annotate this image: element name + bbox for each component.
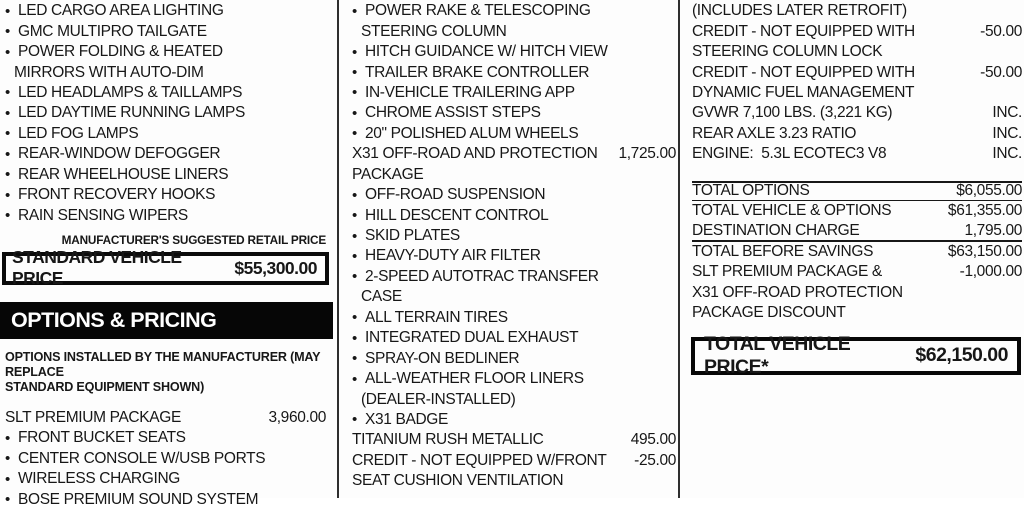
equipment-line bbox=[692, 1, 1022, 21]
bullet-icon: • bbox=[352, 411, 357, 429]
middle-column bbox=[352, 1, 676, 492]
line-text: PACKAGE DISCOUNT bbox=[692, 304, 846, 322]
line-text: CASE bbox=[361, 288, 402, 306]
installed-options-list bbox=[5, 408, 326, 510]
bullet-icon: • bbox=[5, 145, 10, 163]
option-line bbox=[352, 205, 676, 225]
bullet-icon: • bbox=[352, 227, 357, 245]
line-price: $63,150.00 bbox=[947, 243, 1022, 261]
totals-line bbox=[692, 303, 1022, 323]
bullet-icon: • bbox=[5, 450, 10, 468]
option-line bbox=[5, 449, 326, 469]
feature-line bbox=[5, 205, 326, 225]
line-text: FRONT BUCKET SEATS bbox=[18, 429, 186, 447]
totals-line bbox=[692, 283, 1022, 303]
right-options-list bbox=[692, 1, 1022, 165]
total-price-value: $62,150.00 bbox=[915, 344, 1008, 367]
line-text: BOSE PREMIUM SOUND SYSTEM bbox=[18, 490, 259, 508]
line-price: 1,725.00 bbox=[618, 145, 676, 163]
feature-line bbox=[5, 103, 326, 123]
line-price: -1,000.00 bbox=[959, 263, 1022, 281]
standard-price-label: STANDARD VEHICLE PRICE bbox=[12, 247, 182, 289]
line-text: TOTAL OPTIONS bbox=[692, 182, 810, 200]
bullet-icon: • bbox=[5, 429, 10, 447]
line-text: X31 OFF-ROAD AND PROTECTION bbox=[352, 145, 598, 163]
line-text: PACKAGE bbox=[352, 165, 424, 183]
total-vehicle-price-box bbox=[691, 332, 1021, 378]
totals-line bbox=[692, 242, 1022, 262]
equipment-line bbox=[692, 144, 1022, 164]
line-price: -50.00 bbox=[980, 63, 1022, 81]
line-text: X31 BADGE bbox=[365, 410, 449, 428]
line-text: INTEGRATED DUAL EXHAUST bbox=[365, 329, 579, 347]
option-line bbox=[5, 469, 326, 489]
line-text: SKID PLATES bbox=[365, 227, 460, 245]
line-text: HEAVY-DUTY AIR FILTER bbox=[365, 247, 541, 265]
option-line bbox=[352, 42, 676, 62]
middle-options-list bbox=[352, 1, 676, 492]
feature-line bbox=[5, 165, 326, 185]
line-text: SEAT CUSHION VENTILATION bbox=[352, 472, 564, 490]
feature-line bbox=[5, 21, 326, 41]
feature-line bbox=[5, 124, 326, 144]
option-line bbox=[352, 410, 676, 430]
bullet-icon: • bbox=[5, 23, 10, 41]
option-line bbox=[352, 430, 676, 450]
bullet-icon: • bbox=[352, 2, 357, 20]
total-price-label: TOTAL VEHICLE PRICE* bbox=[704, 332, 851, 378]
line-text: (DEALER-INSTALLED) bbox=[361, 390, 516, 408]
totals-line bbox=[692, 201, 1022, 221]
option-line bbox=[352, 451, 676, 471]
totals-line bbox=[692, 262, 1022, 282]
line-text: STEERING COLUMN bbox=[361, 22, 507, 40]
bullet-icon: • bbox=[5, 84, 10, 102]
equipment-line bbox=[692, 62, 1022, 82]
line-text: TRAILER BRAKE CONTROLLER bbox=[365, 63, 590, 81]
option-line bbox=[352, 267, 676, 287]
equipment-line bbox=[692, 21, 1022, 41]
option-line bbox=[352, 348, 676, 368]
line-text: SLT PREMIUM PACKAGE & bbox=[692, 263, 882, 281]
line-text: ALL TERRAIN TIRES bbox=[365, 308, 508, 326]
msrp-caption: MANUFACTURER'S SUGGESTED RETAIL PRICE bbox=[61, 232, 326, 247]
line-text: HITCH GUIDANCE W/ HITCH VIEW bbox=[365, 43, 608, 61]
bullet-icon: • bbox=[352, 350, 357, 368]
line-text: TOTAL VEHICLE & OPTIONS bbox=[692, 202, 892, 220]
line-text: FRONT RECOVERY HOOKS bbox=[18, 186, 216, 204]
bullet-icon: • bbox=[5, 2, 10, 20]
feature-line bbox=[5, 144, 326, 164]
bullet-icon: • bbox=[5, 186, 10, 204]
line-text: LED CARGO AREA LIGHTING bbox=[18, 2, 224, 20]
line-price: -50.00 bbox=[980, 22, 1022, 40]
bullet-icon: • bbox=[352, 104, 357, 122]
bullet-icon: • bbox=[352, 84, 357, 102]
bullet-icon: • bbox=[5, 207, 10, 225]
standard-vehicle-price-box bbox=[2, 247, 329, 289]
option-line bbox=[352, 246, 676, 266]
line-text: POWER RAKE & TELESCOPING bbox=[365, 2, 591, 20]
bullet-icon: • bbox=[352, 247, 357, 265]
option-line bbox=[352, 287, 676, 307]
options-note bbox=[5, 350, 326, 395]
line-price: INC. bbox=[992, 145, 1022, 163]
equipment-line bbox=[692, 42, 1022, 62]
line-price: INC. bbox=[992, 124, 1022, 142]
feature-line bbox=[5, 62, 326, 82]
line-price: $61,355.00 bbox=[947, 202, 1022, 220]
line-price: 3,960.00 bbox=[268, 409, 326, 427]
option-line bbox=[352, 1, 676, 21]
line-text: LED DAYTIME RUNNING LAMPS bbox=[18, 104, 245, 122]
line-text: CHROME ASSIST STEPS bbox=[365, 104, 541, 122]
line-text: STEERING COLUMN LOCK bbox=[692, 43, 883, 61]
standard-features-list bbox=[5, 1, 326, 226]
option-line bbox=[352, 389, 676, 409]
line-text: OFF-ROAD SUSPENSION bbox=[365, 186, 546, 204]
left-column bbox=[5, 1, 326, 510]
bullet-icon: • bbox=[352, 43, 357, 61]
totals-line bbox=[692, 221, 1022, 241]
right-column bbox=[692, 1, 1022, 378]
line-text: X31 OFF-ROAD PROTECTION bbox=[692, 283, 903, 301]
line-text: (INCLUDES LATER RETROFIT) bbox=[692, 2, 907, 20]
line-price: $6,055.00 bbox=[956, 182, 1022, 200]
line-text: REAR AXLE 3.23 RATIO bbox=[692, 124, 857, 142]
options-note-line2: STANDARD EQUIPMENT SHOWN) bbox=[5, 379, 205, 394]
line-text: RAIN SENSING WIPERS bbox=[18, 206, 188, 224]
bullet-icon: • bbox=[352, 268, 357, 286]
option-line bbox=[352, 124, 676, 144]
bullet-icon: • bbox=[5, 104, 10, 122]
equipment-line bbox=[692, 83, 1022, 103]
column-divider-right bbox=[678, 0, 680, 498]
options-pricing-header bbox=[0, 302, 333, 339]
option-line bbox=[352, 21, 676, 41]
line-text: SPRAY-ON BEDLINER bbox=[365, 349, 520, 367]
option-line bbox=[352, 471, 676, 491]
line-text: GVWR 7,100 LBS. (3,221 KG) bbox=[692, 104, 893, 122]
line-text: REAR-WINDOW DEFOGGER bbox=[18, 145, 221, 163]
option-line bbox=[352, 328, 676, 348]
option-line bbox=[352, 144, 676, 164]
line-text: CREDIT - NOT EQUIPPED W/FRONT bbox=[352, 451, 607, 469]
feature-line bbox=[5, 42, 326, 62]
line-text: 2-SPEED AUTOTRAC TRANSFER bbox=[365, 267, 599, 285]
line-text: DESTINATION CHARGE bbox=[692, 221, 860, 239]
feature-line bbox=[5, 1, 326, 21]
totals-line bbox=[692, 181, 1022, 201]
bullet-icon: • bbox=[352, 309, 357, 327]
line-price: 495.00 bbox=[630, 431, 676, 449]
equipment-line bbox=[692, 103, 1022, 123]
line-text: GMC MULTIPRO TAILGATE bbox=[18, 22, 207, 40]
feature-line bbox=[5, 83, 326, 103]
line-text: LED HEADLAMPS & TAILLAMPS bbox=[18, 83, 243, 101]
line-text: HILL DESCENT CONTROL bbox=[365, 206, 549, 224]
line-text: CREDIT - NOT EQUIPPED WITH bbox=[692, 63, 915, 81]
options-note-line1: OPTIONS INSTALLED BY THE MANUFACTURER (MAY REPLACE bbox=[5, 349, 321, 379]
equipment-line bbox=[692, 124, 1022, 144]
feature-line bbox=[5, 185, 326, 205]
option-line bbox=[352, 226, 676, 246]
option-line bbox=[352, 308, 676, 328]
option-line bbox=[352, 62, 676, 82]
bullet-icon: • bbox=[352, 207, 357, 225]
option-line bbox=[352, 83, 676, 103]
line-text: 20" POLISHED ALUM WHEELS bbox=[365, 124, 579, 142]
bullet-icon: • bbox=[5, 125, 10, 143]
bullet-icon: • bbox=[5, 166, 10, 184]
line-price: INC. bbox=[992, 104, 1022, 122]
line-text: IN-VEHICLE TRAILERING APP bbox=[365, 83, 575, 101]
line-text: TOTAL BEFORE SAVINGS bbox=[692, 243, 874, 261]
bullet-icon: • bbox=[352, 64, 357, 82]
option-line bbox=[5, 490, 326, 510]
line-price: 1,795.00 bbox=[964, 221, 1022, 239]
bullet-icon: • bbox=[5, 491, 10, 509]
option-line bbox=[352, 165, 676, 185]
line-text: POWER FOLDING & HEATED bbox=[18, 43, 223, 61]
line-text: DYNAMIC FUEL MANAGEMENT bbox=[692, 83, 915, 101]
line-text: ENGINE: 5.3L ECOTEC3 V8 bbox=[692, 145, 887, 163]
bullet-icon: • bbox=[352, 125, 357, 143]
option-line bbox=[5, 408, 326, 428]
line-text: LED FOG LAMPS bbox=[18, 124, 139, 142]
line-text: TITANIUM RUSH METALLIC bbox=[352, 431, 544, 449]
bullet-icon: • bbox=[5, 470, 10, 488]
bullet-icon: • bbox=[352, 370, 357, 388]
line-text: CREDIT - NOT EQUIPPED WITH bbox=[692, 22, 915, 40]
option-line bbox=[352, 185, 676, 205]
totals-list bbox=[692, 181, 1022, 324]
line-text: CENTER CONSOLE W/USB PORTS bbox=[18, 449, 266, 467]
line-text: MIRRORS WITH AUTO-DIM bbox=[14, 63, 204, 81]
line-price: -25.00 bbox=[634, 451, 676, 469]
bullet-icon: • bbox=[352, 329, 357, 347]
option-line bbox=[5, 428, 326, 448]
options-pricing-title: OPTIONS & PRICING bbox=[11, 307, 217, 332]
column-divider-left bbox=[337, 0, 339, 498]
option-line bbox=[352, 103, 676, 123]
bullet-icon: • bbox=[5, 43, 10, 61]
line-text: ALL-WEATHER FLOOR LINERS bbox=[365, 370, 584, 388]
line-text: REAR WHEELHOUSE LINERS bbox=[18, 165, 229, 183]
option-line bbox=[352, 369, 676, 389]
bullet-icon: • bbox=[352, 186, 357, 204]
line-text: SLT PREMIUM PACKAGE bbox=[5, 409, 181, 427]
standard-price-value: $55,300.00 bbox=[234, 257, 317, 278]
line-text: WIRELESS CHARGING bbox=[18, 470, 180, 488]
